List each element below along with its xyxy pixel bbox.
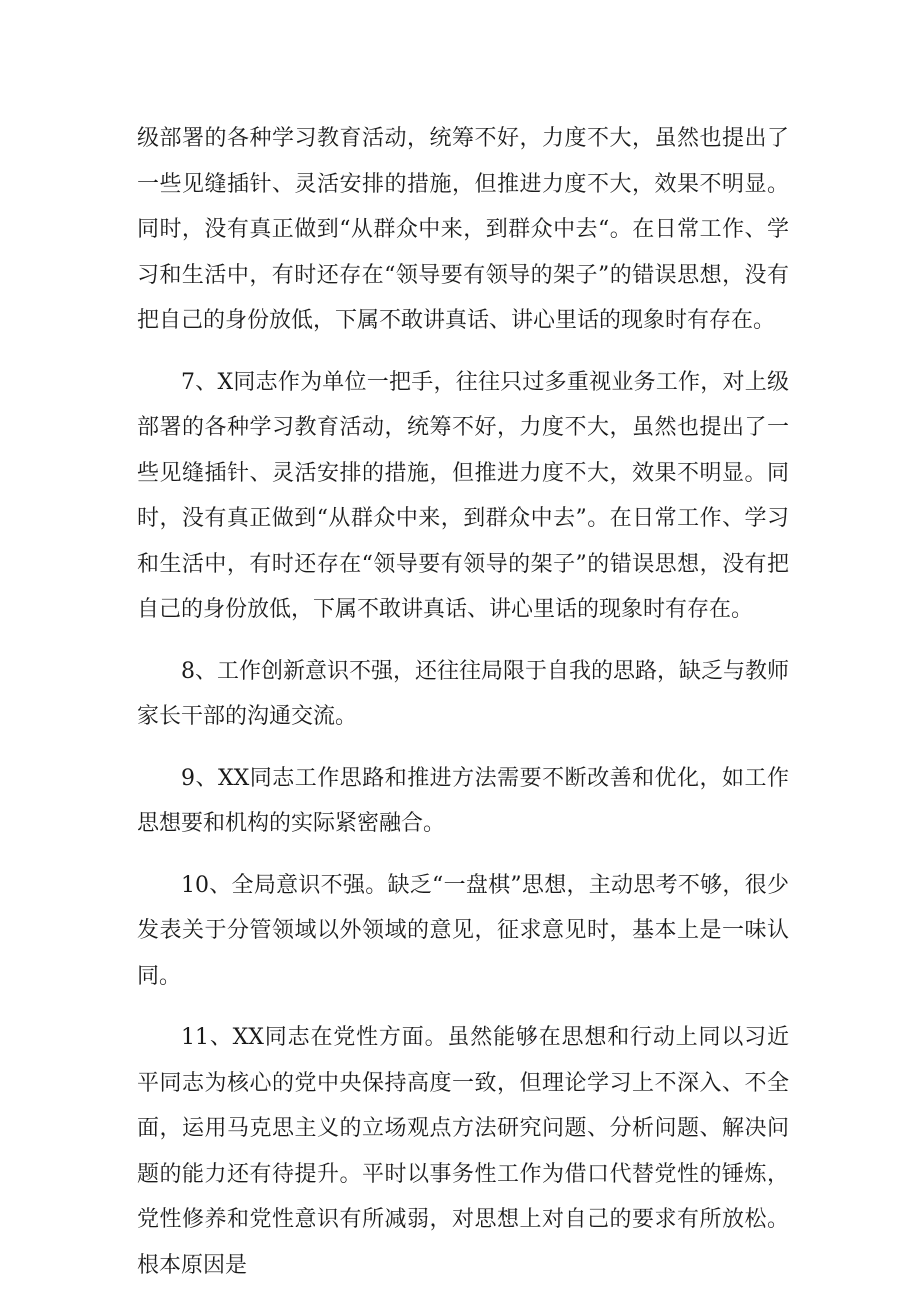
paragraph-11: 11、XX同志在党性方面。虽然能够在思想和行动上同以习近平同志为核心的党中央保持高度一致，但理论学习上不深入、不全面，运用马克思主义的立场观点方法研究问题、分析问题、解决问题的能力还有待提升。平时以事务性工作为借口代替党性的锤炼，党性修养和党性意识有所减弱，对思想上对自己的要求有所放松。根本原因是 [137, 1025, 789, 1278]
paragraph-continued: 级部署的各种学习教育活动，统筹不好，力度不大，虽然也提出了一些见缝插针、灵活安排的措施，但推进力度不大，效果不明显。同时，没有真正做到“从群众中来，到群众中去“。在日常工作、学习和生活中，有时还存在“领导要有领导的架子”的错误思想，没有把自己的身份放低，下属不敢讲真话、讲心里话的现象时有存在。 [137, 126, 789, 333]
paragraph-9: 9、XX同志工作思路和推进方法需要不断改善和优化，如工作思想要和机构的实际紧密融合。 [137, 765, 789, 836]
document-body [137, 116, 789, 1288]
paragraph-10: 10、全局意识不强。缺乏“一盘棋”思想，主动思考不够，很少发表关于分管领域以外领域的意见，征求意见时，基本上是一味认同。 [137, 872, 789, 989]
paragraph-7: 7、X同志作为单位一把手，往往只过多重视业务工作，对上级部署的各种学习教育活动，统筹不好，力度不大，虽然也提出了一些见缝插针、灵活安排的措施，但推进力度不大，效果不明显。同时，没有真正做到“从群众中来，到群众中去”。在日常工作、学习和生活中，有时还存在“领导要有领导的架子”的错误思想，没有把自己的身份放低，下属不敢讲真话、讲心里话的现象时有存在。 [137, 369, 789, 622]
paragraph-8: 8、工作创新意识不强，还往往局限于自我的思路，缺乏与教师家长干部的沟通交流。 [137, 658, 789, 729]
